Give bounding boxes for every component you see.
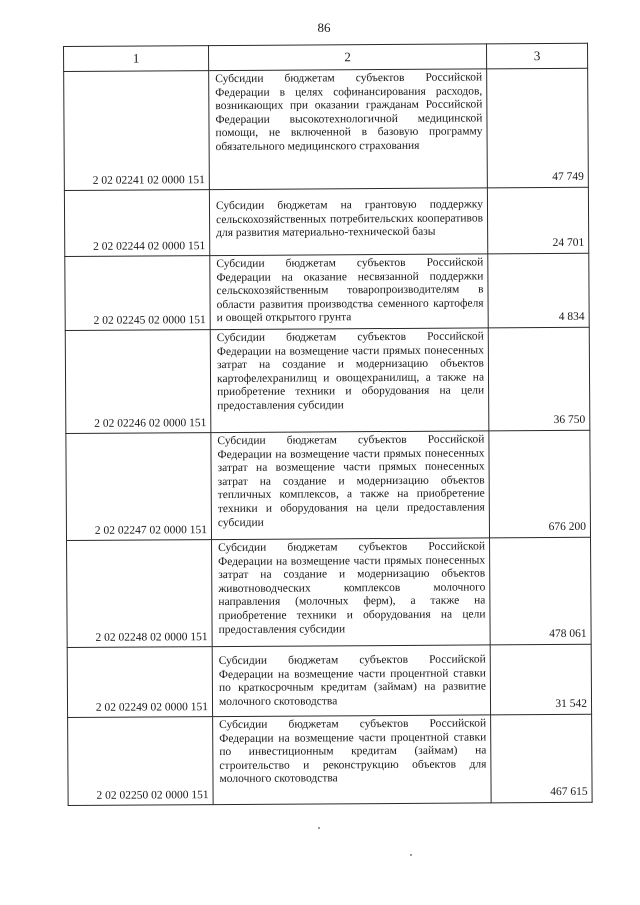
budget-code: 2 02 02245 02 0000 151	[65, 256, 210, 331]
column-header-code: 1	[64, 46, 209, 72]
budget-code: 2 02 02247 02 0000 151	[66, 433, 212, 541]
budget-description: Субсидии бюджетам субъектов Российской Федерации в целях софинансирования расходов, возникающих при оказании гражданам Российской Федерации высокотехнологичной медицинской помощи, не включенной в базовую программу обязательного медицинского страхования	[215, 71, 483, 154]
budget-code: 2 02 02244 02 0000 151	[64, 190, 209, 257]
budget-amount: 36 750	[488, 327, 590, 431]
table-header-row	[64, 43, 588, 71]
budget-description: Субсидии бюджетам субъектов Российской Федерации на возмещение части прямых понесенных затрат на создание и модернизацию объектов картофелехранилищ и овощехранилищ, а также на приобретение техники и оборудования на цели предоставления субсидии	[216, 330, 485, 413]
budget-amount: 467 615	[491, 714, 593, 803]
budget-code: 2 02 02249 02 0000 151	[67, 647, 212, 718]
table-row	[67, 644, 591, 717]
budget-table	[63, 43, 593, 806]
budget-description: Субсидии бюджетам субъектов Российской Федерации на возмещение части процентной ставки по инвестиционным кредитам (займам) на строительство и реконструкцию объектов для молочного скотоводства	[219, 717, 487, 786]
budget-description: Субсидии бюджетам субъектов Российской Федерации на возмещение части процентной ставки по краткосрочным кредитам (займам) на развитие молочного скотоводства	[218, 653, 486, 708]
row-description-cell	[211, 431, 490, 540]
table-row	[67, 537, 592, 647]
budget-description: Субсидии бюджетам субъектов Российской Федерации на возмещение части прямых понесенных затрат на возмещение части прямых понесенных затрат на создание и модернизацию объектов тепличных комплексов, а также на приобретение техники и оборудования на цели предоставления субсидии	[217, 433, 485, 529]
scan-speck	[318, 827, 320, 829]
budget-code: 2 02 02250 02 0000 151	[68, 717, 214, 806]
row-description-cell	[213, 715, 492, 805]
column-header-amount: 3	[486, 43, 587, 69]
budget-code: 2 02 02246 02 0000 151	[65, 330, 211, 434]
table-row	[65, 327, 590, 433]
budget-code: 2 02 02241 02 0000 151	[64, 71, 210, 191]
budget-amount: 676 200	[489, 430, 591, 538]
row-description-cell	[210, 254, 488, 330]
budget-amount: 24 701	[487, 187, 588, 254]
budget-amount: 47 749	[487, 68, 589, 188]
row-description-cell	[210, 328, 489, 433]
scan-speck	[410, 854, 412, 856]
row-description-cell	[209, 69, 488, 190]
table-row	[65, 253, 589, 330]
budget-code: 2 02 02248 02 0000 151	[67, 540, 213, 648]
row-description-cell	[212, 645, 490, 717]
table-row	[64, 187, 588, 256]
row-description-cell	[212, 538, 491, 647]
column-header-description: 2	[209, 44, 487, 71]
budget-amount: 31 542	[490, 644, 591, 715]
budget-description: Субсидии бюджетам на грантовую поддержку сельскохозяйственных потребительских кооперативов для развития материально-технической базы	[215, 198, 484, 240]
budget-description: Субсидии бюджетам субъектов Российской Федерации на возмещение части прямых понесенных затрат на создание и модернизацию объектов животноводческих комплексов молочного направления (молочных ферм), а также на приобретение техники и оборудования на цели предоставления субсидии	[218, 540, 486, 636]
budget-amount: 478 061	[490, 537, 592, 645]
table-row	[68, 714, 593, 805]
budget-amount: 4 834	[488, 253, 589, 328]
table-row	[66, 430, 591, 540]
table-row	[64, 68, 589, 190]
row-description-cell	[209, 188, 487, 256]
page-number: 86	[317, 20, 331, 35]
budget-description: Субсидии бюджетам субъектов Российской Федерации на оказание несвязанной поддержки сельскохозяйственным товаропроизводителям в области развития производства семенного картофеля и овощей открытого грунта	[216, 256, 484, 325]
